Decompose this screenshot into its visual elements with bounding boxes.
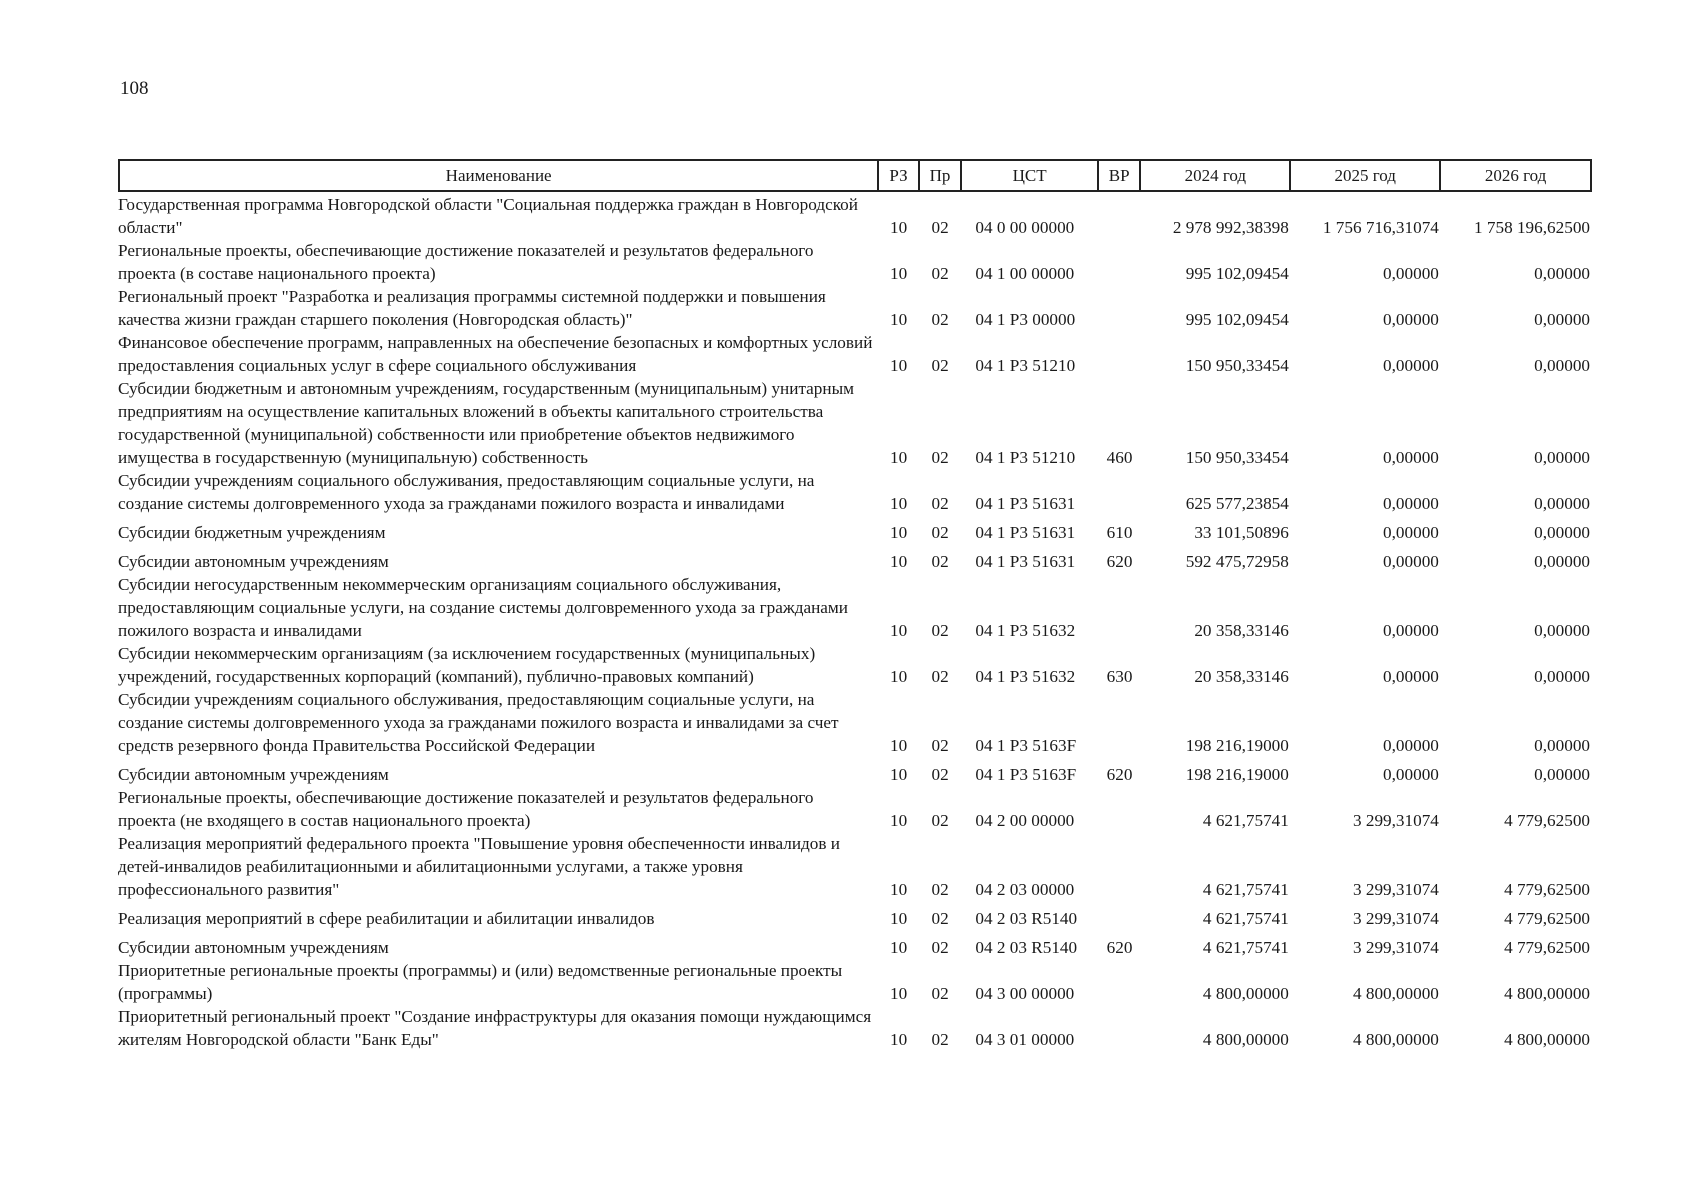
row-rz-cell: 10 [889, 356, 908, 375]
row-cst-cell: 04 2 03 00000 [975, 880, 1075, 899]
row-2025-cell: 0,00000 [1383, 736, 1439, 755]
row-name-cell: Региональные проекты, обеспечивающие достижение показателей и результатов федерального проекта (в составе национального проекта) [118, 241, 814, 283]
row-2024-cell: 198 216,19000 [1185, 765, 1289, 784]
row-pr-cell: 02 [931, 1030, 949, 1049]
row-name-cell: Реализация мероприятий в сфере реабилитации и абилитации инвалидов [118, 909, 655, 928]
table-row [118, 285, 1592, 331]
row-pr-cell: 02 [931, 523, 949, 542]
row-2026-cell: 0,00000 [1534, 264, 1590, 283]
row-2026-cell: 4 779,62500 [1504, 938, 1590, 957]
table-body [118, 193, 1592, 1051]
column-header-rz: РЗ [878, 160, 918, 191]
row-2025-cell: 0,00000 [1383, 552, 1439, 571]
table-row [118, 642, 1592, 688]
row-vr-cell: 610 [1106, 523, 1133, 542]
row-2024-cell: 20 358,33146 [1194, 621, 1289, 640]
row-name-cell: Субсидии учреждениям социального обслуживания, предоставляющим социальные услуги, на создание системы долговременного ухода за гражданами пожилого возраста и инвалидами за счет средств резервного фонда Правительства Российской Федерации [118, 690, 839, 755]
row-rz-cell: 10 [889, 218, 908, 237]
row-2025-cell: 4 800,00000 [1352, 984, 1439, 1003]
row-name-cell: Приоритетные региональные проекты (программы) и (или) ведомственные региональные проекты (программы) [118, 961, 843, 1003]
row-vr-cell [1098, 688, 1141, 757]
row-2024-cell: 4 621,75741 [1202, 811, 1289, 830]
row-2025-cell: 0,00000 [1383, 523, 1439, 542]
row-2025-cell: 0,00000 [1383, 765, 1439, 784]
row-pr-cell: 02 [931, 218, 949, 237]
row-cst-cell: 04 1 Р3 51632 [975, 621, 1076, 640]
row-2024-cell: 995 102,09454 [1185, 264, 1289, 283]
row-2026-cell: 0,00000 [1534, 765, 1590, 784]
row-2024-cell: 625 577,23854 [1185, 494, 1289, 513]
row-2024-cell: 4 621,75741 [1202, 909, 1289, 928]
row-name-cell: Субсидии бюджетным учреждениям [118, 523, 386, 542]
row-name-cell: Региональные проекты, обеспечивающие достижение показателей и результатов федерального проекта (не входящего в состав национального проекта) [118, 788, 814, 830]
column-header-vr: ВР [1098, 160, 1141, 191]
row-rz-cell: 10 [889, 667, 908, 686]
row-pr-cell: 02 [931, 984, 949, 1003]
row-2024-cell: 20 358,33146 [1194, 667, 1289, 686]
row-cst-cell: 04 1 Р3 5163F [975, 765, 1077, 784]
row-cst-cell: 04 0 00 00000 [975, 218, 1075, 237]
row-2025-cell: 0,00000 [1383, 264, 1439, 283]
row-2025-cell: 3 299,31074 [1352, 811, 1439, 830]
row-2024-cell: 4 621,75741 [1202, 880, 1289, 899]
row-rz-cell: 10 [889, 523, 908, 542]
row-2025-cell: 1 756 716,31074 [1322, 218, 1439, 237]
table-row [118, 786, 1592, 832]
row-vr-cell [1098, 1005, 1141, 1051]
row-name-cell: Региональный проект "Разработка и реализация программы системной поддержки и повышения качества жизни граждан старшего поколения (Новгородская область)" [118, 287, 826, 329]
row-2025-cell: 0,00000 [1383, 310, 1439, 329]
column-header-2026: 2026 год [1440, 160, 1591, 191]
row-2025-cell: 3 299,31074 [1352, 909, 1439, 928]
row-rz-cell: 10 [889, 448, 908, 467]
row-name-cell: Субсидии автономным учреждениям [118, 552, 389, 571]
table-row [118, 959, 1592, 1005]
row-cst-cell: 04 1 Р3 51210 [975, 448, 1076, 467]
row-pr-cell: 02 [931, 909, 949, 928]
row-rz-cell: 10 [889, 310, 908, 329]
table-row [118, 832, 1592, 901]
row-pr-cell: 02 [931, 264, 949, 283]
row-vr-cell [1098, 331, 1141, 377]
row-vr-cell [1098, 959, 1141, 1005]
row-vr-cell [1098, 573, 1141, 642]
row-pr-cell: 02 [931, 310, 949, 329]
row-cst-cell: 04 1 Р3 51631 [975, 552, 1076, 571]
row-cst-cell: 04 2 03 R5140 [975, 909, 1078, 928]
row-pr-cell: 02 [931, 938, 949, 957]
row-name-cell: Реализация мероприятий федерального проекта "Повышение уровня обеспеченности инвалидов и детей-инвалидов реабилитационными и абилитационными услугами, а также уровня профессионального развития" [118, 834, 841, 899]
table-row [118, 515, 1592, 544]
row-2024-cell: 150 950,33454 [1185, 448, 1289, 467]
row-pr-cell: 02 [931, 667, 949, 686]
row-name-cell: Субсидии автономным учреждениям [118, 938, 389, 957]
row-rz-cell: 10 [889, 938, 908, 957]
row-pr-cell: 02 [931, 736, 949, 755]
row-name-cell: Государственная программа Новгородской области "Социальная поддержка граждан в Новгородской области" [118, 195, 858, 237]
row-vr-cell [1098, 285, 1141, 331]
row-vr-cell [1098, 239, 1141, 285]
table-row [118, 193, 1592, 239]
row-rz-cell: 10 [889, 811, 908, 830]
row-vr-cell [1098, 901, 1141, 930]
row-2026-cell: 0,00000 [1534, 552, 1590, 571]
row-pr-cell: 02 [931, 552, 949, 571]
row-2025-cell: 3 299,31074 [1352, 880, 1439, 899]
row-name-cell: Субсидии автономным учреждениям [118, 765, 389, 784]
row-vr-cell: 630 [1106, 667, 1133, 686]
row-name-cell: Субсидии бюджетным и автономным учреждениям, государственным (муниципальным) унитарным предприятиям на осуществление капитальных вложений в объекты капитального строительства государственной (муниципальной) собственности или приобретение объектов недвижимого имущества в государственную (муниципальную) собственность [118, 379, 855, 467]
row-rz-cell: 10 [889, 880, 908, 899]
row-pr-cell: 02 [931, 880, 949, 899]
row-pr-cell: 02 [931, 811, 949, 830]
row-2026-cell: 4 779,62500 [1504, 811, 1590, 830]
table-row [118, 901, 1592, 930]
row-rz-cell: 10 [889, 984, 908, 1003]
row-cst-cell: 04 1 Р3 51631 [975, 494, 1076, 513]
row-cst-cell: 04 3 01 00000 [975, 1030, 1075, 1049]
row-2024-cell: 2 978 992,38398 [1172, 218, 1289, 237]
row-name-cell: Финансовое обеспечение программ, направленных на обеспечение безопасных и комфортных условий предоставления социальных услуг в сфере социального обслуживания [118, 333, 873, 375]
table-row [118, 688, 1592, 757]
row-2026-cell: 0,00000 [1534, 667, 1590, 686]
row-vr-cell: 620 [1106, 765, 1133, 784]
row-cst-cell: 04 2 03 R5140 [975, 938, 1078, 957]
row-2024-cell: 150 950,33454 [1185, 356, 1289, 375]
row-2026-cell: 0,00000 [1534, 448, 1590, 467]
row-rz-cell: 10 [889, 909, 908, 928]
table-row [118, 239, 1592, 285]
row-2024-cell: 4 800,00000 [1202, 984, 1289, 1003]
row-2026-cell: 0,00000 [1534, 523, 1590, 542]
column-header-2025: 2025 год [1290, 160, 1440, 191]
row-pr-cell: 02 [931, 494, 949, 513]
row-2025-cell: 0,00000 [1383, 667, 1439, 686]
row-2024-cell: 198 216,19000 [1185, 736, 1289, 755]
row-2026-cell: 0,00000 [1534, 736, 1590, 755]
row-cst-cell: 04 1 Р3 51632 [975, 667, 1076, 686]
row-2024-cell: 33 101,50896 [1194, 523, 1289, 542]
row-2024-cell: 4 800,00000 [1202, 1030, 1289, 1049]
row-2025-cell: 4 800,00000 [1352, 1030, 1439, 1049]
row-vr-cell: 460 [1106, 448, 1133, 467]
row-name-cell: Приоритетный региональный проект "Создание инфраструктуры для оказания помощи нуждающимся жителям Новгородской области "Банк Еды" [118, 1007, 872, 1049]
row-rz-cell: 10 [889, 552, 908, 571]
table-row [118, 331, 1592, 377]
row-2024-cell: 592 475,72958 [1185, 552, 1289, 571]
budget-table [118, 193, 1592, 1051]
row-cst-cell: 04 1 Р3 00000 [975, 310, 1076, 329]
table-header [118, 159, 1592, 192]
row-pr-cell: 02 [931, 621, 949, 640]
row-name-cell: Субсидии негосударственным некоммерческим организациям социального обслуживания, предоставляющим социальные услуги, на создание системы долговременного ухода за гражданами пожилого возраста и инвалидами [118, 575, 848, 640]
row-2026-cell: 0,00000 [1534, 356, 1590, 375]
table-row [118, 469, 1592, 515]
row-pr-cell: 02 [931, 356, 949, 375]
row-pr-cell: 02 [931, 448, 949, 467]
row-2026-cell: 0,00000 [1534, 310, 1590, 329]
row-vr-cell [1098, 832, 1141, 901]
row-vr-cell [1098, 786, 1141, 832]
row-pr-cell: 02 [931, 765, 949, 784]
row-2026-cell: 1 758 196,62500 [1473, 218, 1590, 237]
row-rz-cell: 10 [889, 1030, 908, 1049]
row-2025-cell: 0,00000 [1383, 448, 1439, 467]
row-2025-cell: 0,00000 [1383, 356, 1439, 375]
row-cst-cell: 04 1 Р3 51210 [975, 356, 1076, 375]
row-2024-cell: 4 621,75741 [1202, 938, 1289, 957]
row-rz-cell: 10 [889, 765, 908, 784]
table-row [118, 573, 1592, 642]
row-cst-cell: 04 3 00 00000 [975, 984, 1075, 1003]
row-name-cell: Субсидии учреждениям социального обслуживания, предоставляющим социальные услуги, на создание системы долговременного ухода за гражданами пожилого возраста и инвалидами [118, 471, 815, 513]
row-cst-cell: 04 1 00 00000 [975, 264, 1075, 283]
column-header-cst: ЦСТ [961, 160, 1098, 191]
row-2024-cell: 995 102,09454 [1185, 310, 1289, 329]
row-vr-cell [1098, 469, 1141, 515]
table-row [118, 1005, 1592, 1051]
row-cst-cell: 04 1 Р3 51631 [975, 523, 1076, 542]
page-number: 108 [120, 78, 149, 99]
row-rz-cell: 10 [889, 264, 908, 283]
row-name-cell: Субсидии некоммерческим организациям (за исключением государственных (муниципальных) учреждений, государственных корпораций (компаний), публично-правовых компаний) [118, 644, 816, 686]
column-header-pr: Пр [919, 160, 962, 191]
row-2026-cell: 4 800,00000 [1504, 1030, 1590, 1049]
row-vr-cell: 620 [1106, 552, 1133, 571]
row-2026-cell: 4 800,00000 [1504, 984, 1590, 1003]
row-2026-cell: 4 779,62500 [1504, 880, 1590, 899]
row-rz-cell: 10 [889, 621, 908, 640]
row-2026-cell: 0,00000 [1534, 621, 1590, 640]
column-header-2024: 2024 год [1140, 160, 1290, 191]
row-cst-cell: 04 2 00 00000 [975, 811, 1075, 830]
row-rz-cell: 10 [889, 494, 908, 513]
row-2025-cell: 0,00000 [1383, 621, 1439, 640]
table-row [118, 757, 1592, 786]
table-row [118, 377, 1592, 469]
row-2026-cell: 4 779,62500 [1504, 909, 1590, 928]
row-2026-cell: 0,00000 [1534, 494, 1590, 513]
table-row [118, 930, 1592, 959]
row-rz-cell: 10 [889, 736, 908, 755]
table-row [118, 544, 1592, 573]
row-vr-cell [1098, 193, 1141, 239]
row-2025-cell: 0,00000 [1383, 494, 1439, 513]
column-header-name: Наименование [119, 160, 878, 191]
row-vr-cell: 620 [1106, 938, 1133, 957]
row-2025-cell: 3 299,31074 [1352, 938, 1439, 957]
row-cst-cell: 04 1 Р3 5163F [975, 736, 1077, 755]
